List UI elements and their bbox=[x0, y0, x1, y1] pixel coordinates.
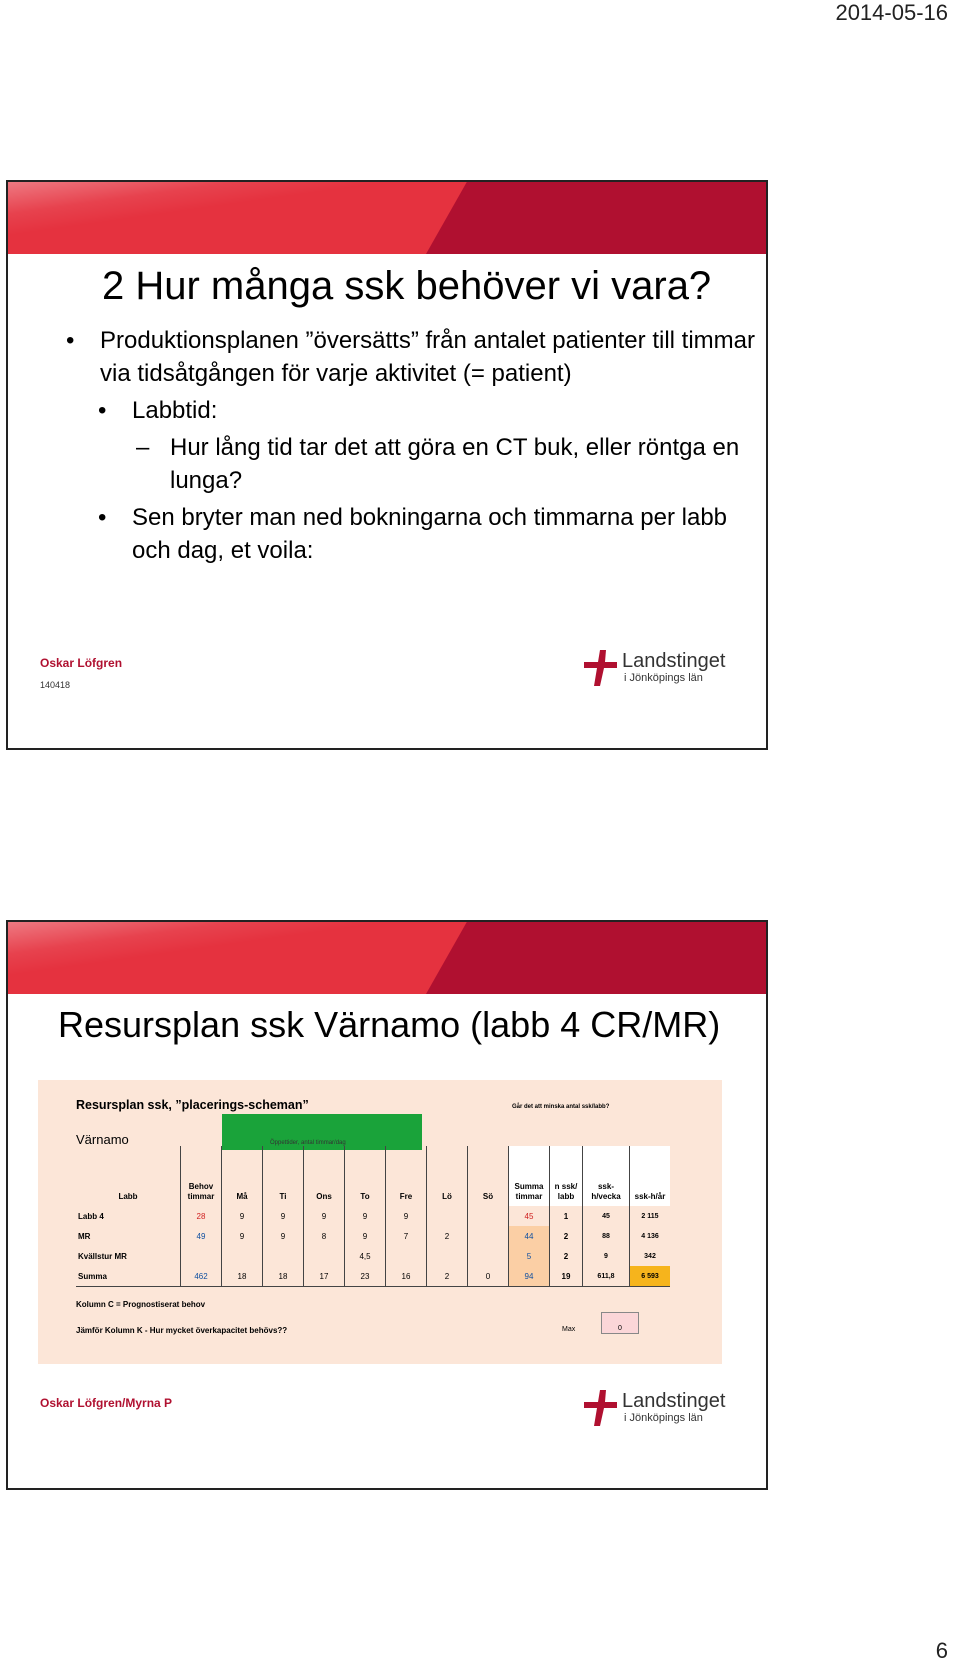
resource-table bbox=[76, 1146, 670, 1287]
author-name: Oskar Löfgren/Myrna P bbox=[40, 1396, 173, 1410]
opening-hours-label: Öppettider, antal timmar/dag bbox=[270, 1140, 346, 1146]
page-number: 6 bbox=[935, 1638, 948, 1663]
panel-question: Går det att minska antal ssk/labb? bbox=[512, 1104, 610, 1110]
bullet-item: • Produktionsplanen ”översätts” från antalet patienter till timmar via tidsåtgången för varje aktivitet (= patient) bbox=[66, 327, 755, 387]
landstinget-logo: Landstinget i Jönköpings län bbox=[584, 1388, 744, 1428]
column-header: Behov timmar bbox=[181, 1146, 222, 1206]
slide-title: Resursplan ssk Värnamo (labb 4 CR/MR) bbox=[58, 1004, 721, 1045]
page-date: 2014-05-16 bbox=[835, 0, 948, 25]
slide-title: 2 Hur många ssk behöver vi vara? bbox=[102, 264, 712, 308]
panel-title: Resursplan ssk, ”placerings-scheman” bbox=[76, 1098, 309, 1112]
column-header: n ssk/ labb bbox=[550, 1146, 583, 1206]
cross-logo-icon bbox=[584, 650, 618, 686]
column-header: Ons bbox=[304, 1146, 345, 1206]
column-header: Lö bbox=[427, 1146, 468, 1206]
table-header-row bbox=[76, 1146, 670, 1206]
table-row: Labb 4 28 9 9 9 9 9 45 1 45 2 115 bbox=[76, 1206, 670, 1226]
max-label: Max bbox=[562, 1326, 576, 1333]
note-column-c: Kolumn C = Prognostiserat behov bbox=[76, 1300, 206, 1309]
location-label: Värnamo bbox=[76, 1132, 129, 1147]
author-name: Oskar Löfgren bbox=[40, 656, 123, 670]
table-row-summary: Summa 462 18 18 17 23 16 2 0 94 19 611,8 6 593 bbox=[76, 1266, 670, 1287]
column-header: Ti bbox=[263, 1146, 304, 1206]
column-header: Fre bbox=[386, 1146, 427, 1206]
bullet-item: • Sen bryter man ned bokningarna och timmarna per labb och dag, et voila: bbox=[98, 504, 728, 564]
table-row: MR 49 9 9 8 9 7 2 44 2 88 4 136 bbox=[76, 1226, 670, 1246]
column-header: Labb bbox=[76, 1146, 181, 1206]
slide-1 bbox=[6, 180, 768, 750]
slide-2 bbox=[6, 920, 768, 1490]
slide-banner bbox=[8, 922, 766, 994]
column-header: Summa timmar bbox=[509, 1146, 550, 1206]
column-header: Sö bbox=[468, 1146, 509, 1206]
bullet-item: • Labbtid: bbox=[98, 397, 218, 424]
column-header: Må bbox=[222, 1146, 263, 1206]
max-value: 0 bbox=[601, 1312, 639, 1334]
resource-plan-panel bbox=[38, 1080, 722, 1364]
column-header: To bbox=[345, 1146, 386, 1206]
cross-logo-icon bbox=[584, 1390, 618, 1426]
column-header: ssk-h/vecka bbox=[583, 1146, 630, 1206]
bullet-list bbox=[58, 324, 758, 567]
slide-banner bbox=[8, 182, 766, 254]
landstinget-logo: Landstinget i Jönköpings län bbox=[584, 648, 744, 688]
table-row: Kvällstur MR 4,5 5 2 9 342 bbox=[76, 1246, 670, 1266]
column-header: ssk-h/år bbox=[630, 1146, 671, 1206]
note-column-k: Jämför Kolumn K - Hur mycket överkapacitet behövs?? bbox=[76, 1326, 288, 1335]
bullet-item: – Hur lång tid tar det att göra en CT buk, eller röntga en lunga? bbox=[136, 434, 740, 494]
slide-date: 140418 bbox=[40, 680, 71, 690]
